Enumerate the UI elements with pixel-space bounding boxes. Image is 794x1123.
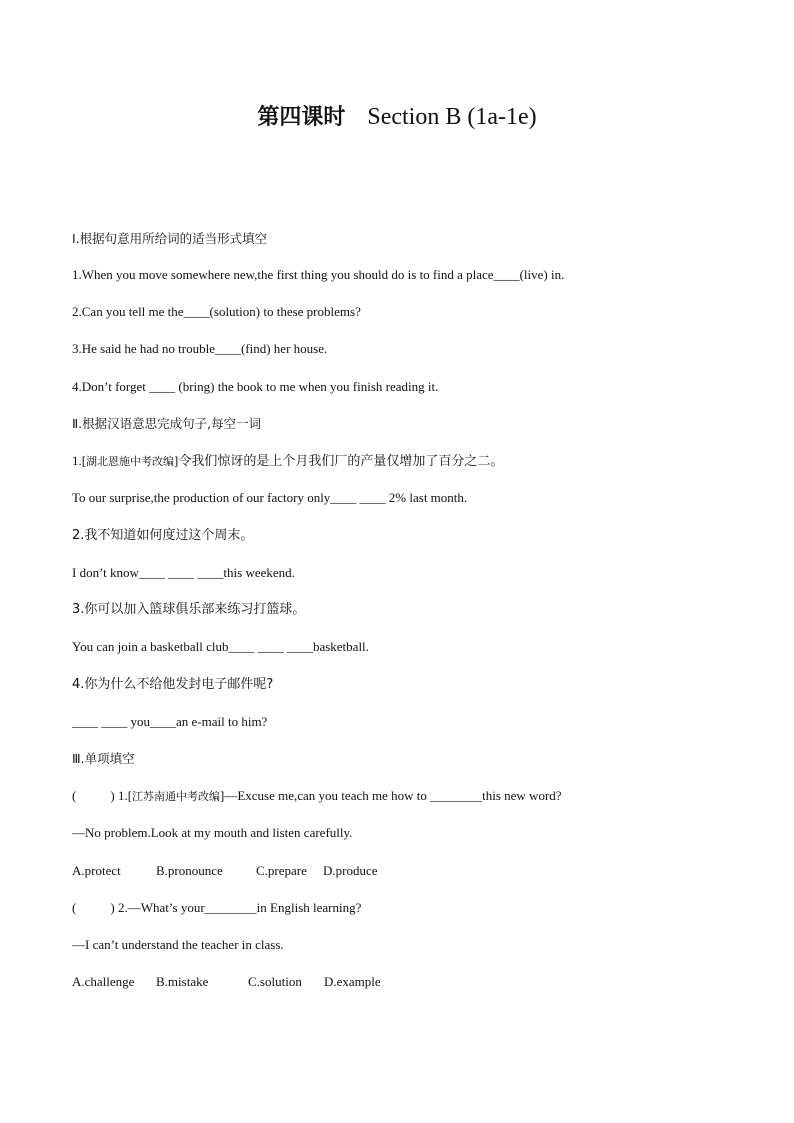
section-2-heading: Ⅱ.根据汉语意思完成句子,每空一词 bbox=[72, 416, 262, 431]
s3-q1-stem: —Excuse me,can you teach me how to ________this new word? bbox=[224, 788, 562, 803]
s3-q1-answer-blank bbox=[72, 786, 118, 806]
title-section: Section B (1a-1e) bbox=[367, 104, 537, 130]
s2-question-2-cn: 2.我不知道如何度过这个周末。 bbox=[72, 528, 254, 543]
s2-question-4-cn: 4.你为什么不给他发封电子邮件呢? bbox=[72, 677, 274, 692]
s3-q2-paren-close: ) bbox=[110, 900, 115, 915]
s3-q2-stem: 2.—What’s your________in English learning? bbox=[118, 900, 362, 915]
s3-q1-source: [江苏南通中考改编] bbox=[127, 790, 225, 803]
s3-q1-option-d: D.produce bbox=[323, 863, 378, 878]
s2-question-1-cn bbox=[72, 451, 503, 472]
s3-q2-option-b: B.mistake bbox=[156, 974, 209, 989]
title-lesson: 第四课时 bbox=[257, 105, 346, 130]
s1-question-3: 3.He said he had no trouble____(find) her house. bbox=[72, 341, 328, 356]
s3-q2-options bbox=[72, 972, 381, 992]
s3-q2-paren-open: ( bbox=[72, 900, 77, 915]
s2-question-4-en: ____ ____ you____an e-mail to him? bbox=[72, 714, 268, 729]
s3-q2-option-d: D.example bbox=[324, 974, 381, 989]
s3-question-2 bbox=[72, 898, 361, 918]
s3-q2-option-a: A.challenge bbox=[72, 974, 135, 989]
s3-q1-paren-close: ) bbox=[110, 788, 115, 803]
s3-q1-option-c: C.prepare bbox=[256, 863, 307, 878]
section-3-heading: Ⅲ.单项填空 bbox=[72, 751, 135, 766]
s3-q1-option-b: B.pronounce bbox=[156, 863, 223, 878]
page-title bbox=[0, 100, 794, 135]
s2-question-3-en: You can join a basketball club____ ____ ____basketball. bbox=[72, 639, 369, 654]
section-1-heading: Ⅰ.根据句意用所给词的适当形式填空 bbox=[72, 231, 268, 246]
s3-question-1 bbox=[72, 786, 562, 807]
s2-question-1-en: To our surprise,the production of our factory only____ ____ 2% last month. bbox=[72, 490, 468, 505]
s3-q2-answer-blank bbox=[72, 898, 118, 918]
s2-q1-number: 1. bbox=[72, 453, 82, 468]
s2-q1-source: [湖北恩施中考改编] bbox=[81, 455, 179, 468]
s3-q1-paren-open: ( bbox=[72, 788, 77, 803]
s1-question-2: 2.Can you tell me the____(solution) to these problems? bbox=[72, 304, 361, 319]
s2-question-2-en: I don’t know____ ____ ____this weekend. bbox=[72, 565, 295, 580]
s2-q1-chinese: 令我们惊讶的是上个月我们厂的产量仅增加了百分之二。 bbox=[178, 454, 504, 469]
s1-question-4: 4.Don’t forget ____ (bring) the book to me when you finish reading it. bbox=[72, 379, 439, 394]
s3-q1-options bbox=[72, 861, 378, 881]
s1-question-1: 1.When you move somewhere new,the first thing you should do is to find a place____(live) in. bbox=[72, 267, 565, 282]
s3-q1-number: 1. bbox=[118, 788, 128, 803]
s3-q2-option-c: C.solution bbox=[248, 974, 302, 989]
s2-question-3-cn: 3.你可以加入篮球俱乐部来练习打篮球。 bbox=[72, 602, 306, 617]
s3-q2-reply: —I can’t understand the teacher in class. bbox=[72, 937, 284, 952]
s3-q1-reply: —No problem.Look at my mouth and listen carefully. bbox=[72, 825, 353, 840]
s3-q1-option-a: A.protect bbox=[72, 863, 121, 878]
